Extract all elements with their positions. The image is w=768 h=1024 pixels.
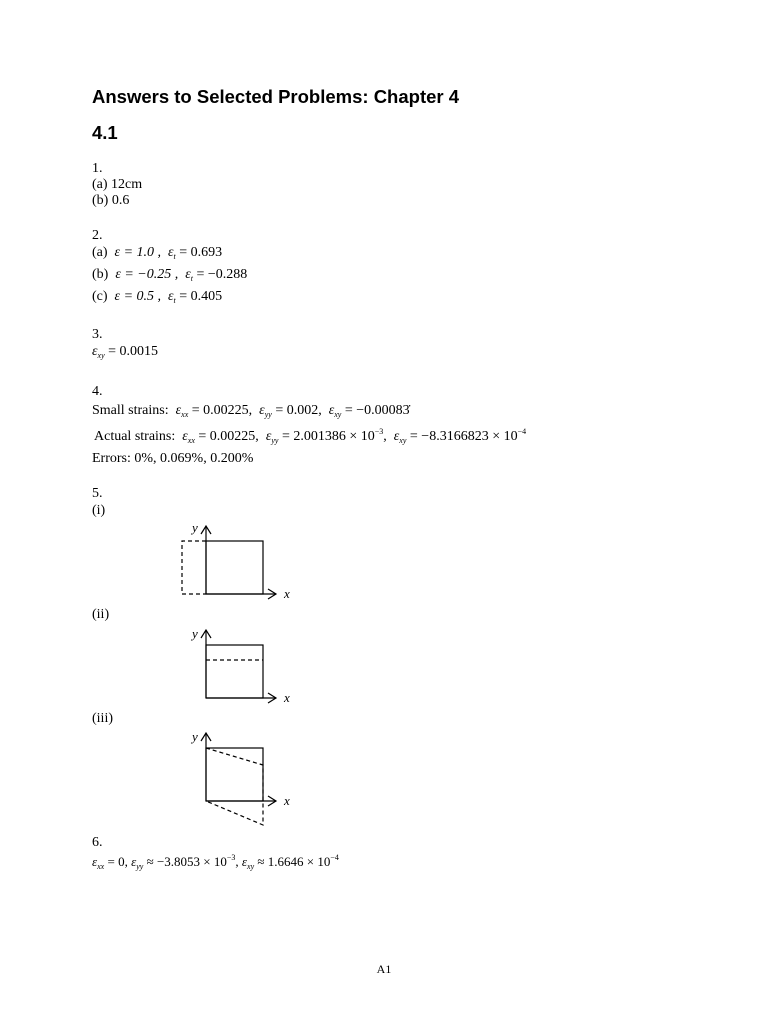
figure-part-i bbox=[170, 518, 310, 608]
problem-5-number: 5. bbox=[92, 486, 103, 501]
y-axis-label: y bbox=[192, 520, 198, 535]
true-strain-value: = 0.405 bbox=[179, 289, 223, 304]
shear-strain-symbol: $\varepsilon_{xy}$ bbox=[92, 344, 105, 360]
page-title: Answers to Selected Problems: Chapter 4 bbox=[92, 86, 460, 107]
true-strain-value: = 0.693 bbox=[179, 245, 223, 260]
part-ii-label: (ii) bbox=[92, 607, 110, 622]
deformed-shape bbox=[182, 541, 206, 594]
label-a: (a) bbox=[92, 245, 108, 260]
eps-xx-symbol: $\varepsilon_{xx}$ bbox=[92, 854, 105, 871]
problem-2-answer-c bbox=[92, 289, 222, 305]
actual-eps-yy: = 2.001386 × 10 bbox=[281, 429, 375, 444]
problem-1-answer-b: (b) 0.6 bbox=[92, 193, 130, 208]
eps-xy-symbol: $\varepsilon_{xy}$ bbox=[241, 854, 255, 871]
figure-part-ii bbox=[170, 622, 310, 712]
problem-4-number: 4. bbox=[92, 384, 103, 399]
eps-xx-symbol: $\varepsilon_{xx}$ bbox=[182, 429, 195, 445]
eps-xy-value: ≈ 1.6646 × 10 bbox=[257, 854, 331, 869]
figure-part-iii bbox=[170, 725, 310, 830]
actual-eps-xx: = 0.00225, bbox=[198, 429, 259, 444]
actual-eps-xy: = −8.3166823 × 10 bbox=[409, 429, 518, 444]
eps-yy-symbol: $\varepsilon_{yy}$ bbox=[265, 429, 279, 445]
actual-strains-label: Actual strains: bbox=[94, 429, 176, 444]
engineering-strain: ε = 0.5 , bbox=[114, 289, 162, 304]
label-b: (b) bbox=[92, 267, 109, 282]
eps-xx-symbol: $\varepsilon_{xx}$ bbox=[175, 403, 189, 419]
engineering-strain: ε = 1.0 , bbox=[114, 245, 162, 260]
eps-xy-symbol: $\varepsilon_{xy}$ bbox=[393, 429, 407, 445]
eps-xx-value: = 0, bbox=[107, 854, 128, 869]
actual-strains-line: Actual strains: $\varepsilon_{xx} = 0.00225$, $\varepsilon_{yy} = 2.001386 \times 10^{-3}$, $\varepsilon_{xy} = -8.3166823 \times 10^{-4}$ bbox=[94, 427, 527, 445]
eps-xy-exponent: −4 bbox=[330, 853, 339, 862]
deformed-shape bbox=[206, 748, 263, 825]
eps-yy-symbol: $\varepsilon_{yy}$ bbox=[259, 403, 272, 419]
engineering-strain: ε = −0.25 , bbox=[115, 267, 179, 282]
small-eps-xy: = −0.00083̇ bbox=[344, 403, 410, 418]
y-axis-label: y bbox=[192, 729, 198, 744]
true-strain-symbol: $\varepsilon_t$ bbox=[168, 289, 176, 305]
problem-1-number: 1. bbox=[92, 161, 103, 176]
problem-2-number: 2. bbox=[92, 228, 103, 243]
true-strain-symbol: $\varepsilon_t$ bbox=[168, 245, 176, 261]
problem-3-number: 3. bbox=[92, 327, 103, 342]
small-eps-yy: = 0.002, bbox=[275, 403, 322, 418]
problem-2-answer-a bbox=[92, 245, 222, 261]
small-strains-line bbox=[92, 403, 410, 419]
part-iii-label: (iii) bbox=[92, 711, 113, 726]
shear-strain-value: = 0.0015 bbox=[108, 344, 159, 359]
problem-3-answer bbox=[92, 344, 158, 360]
label-c: (c) bbox=[92, 289, 108, 304]
errors-line: Errors: 0%, 0.069%, 0.200% bbox=[92, 451, 254, 466]
small-strains-label: Small strains: bbox=[92, 403, 169, 418]
true-strain-value: = −0.288 bbox=[196, 267, 248, 282]
original-square bbox=[206, 645, 263, 698]
problem-6-answer: $\varepsilon_{xx} = 0$, $\varepsilon_{yy} \approx -3.8053 \times 10^{-3}$, $\varepsilon_{xy} \approx 1.6646 \times 10^{-4}$ bbox=[92, 853, 339, 871]
section-heading: 4.1 bbox=[92, 122, 118, 143]
actual-eps-yy-exponent: −3 bbox=[374, 427, 384, 436]
x-axis-label: x bbox=[284, 793, 290, 808]
problem-6-number: 6. bbox=[92, 835, 103, 850]
x-axis-label: x bbox=[284, 586, 290, 601]
original-square bbox=[206, 541, 263, 594]
y-axis-label: y bbox=[192, 626, 198, 641]
eps-yy-symbol: $\varepsilon_{yy}$ bbox=[131, 854, 144, 871]
eps-yy-exponent: −3 bbox=[226, 853, 236, 862]
problem-2-answer-b bbox=[92, 267, 247, 283]
true-strain-symbol: $\varepsilon_t$ bbox=[185, 267, 194, 283]
x-axis-label: x bbox=[284, 690, 290, 705]
page-number: A1 bbox=[376, 962, 392, 976]
actual-eps-xy-exponent: −4 bbox=[517, 427, 527, 436]
eps-yy-value: ≈ −3.8053 × 10 bbox=[146, 854, 227, 869]
eps-xy-symbol: $\varepsilon_{xy}$ bbox=[328, 403, 342, 419]
part-i-label: (i) bbox=[92, 503, 106, 518]
problem-1-answer-a: (a) 12cm bbox=[92, 177, 143, 192]
small-eps-xx: = 0.00225, bbox=[191, 403, 253, 418]
